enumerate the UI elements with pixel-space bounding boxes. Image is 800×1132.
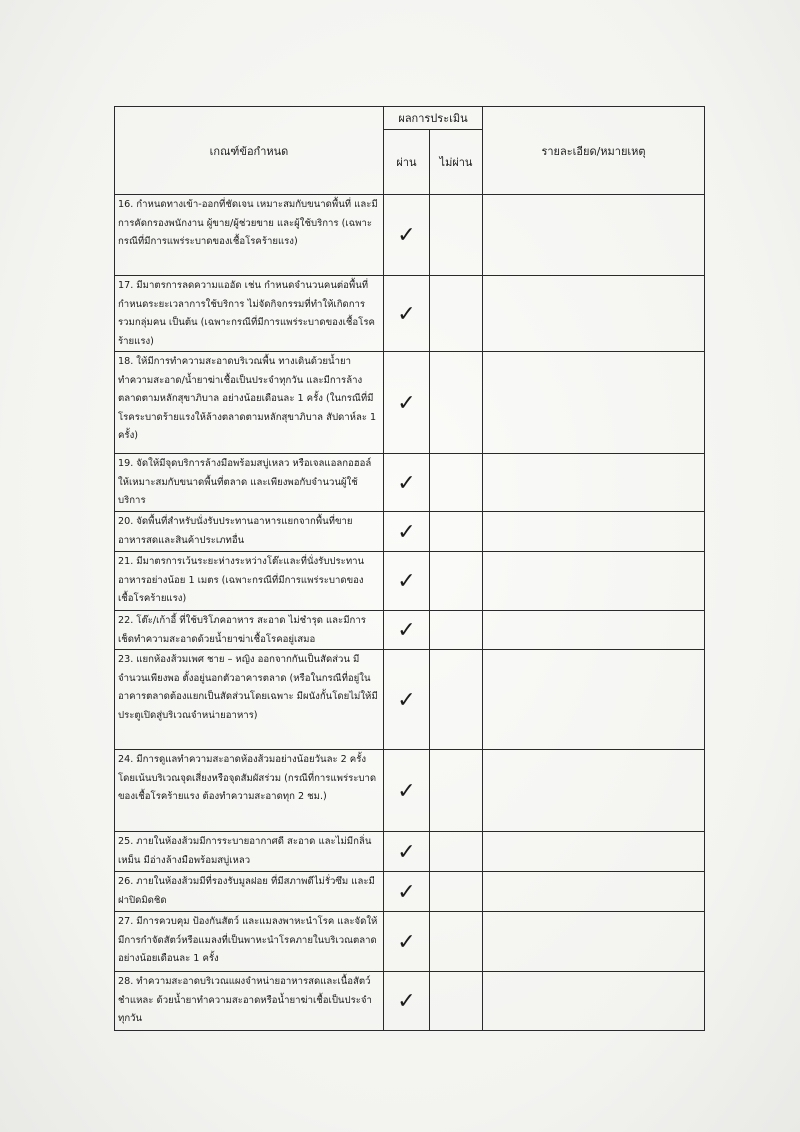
check-mark: ✓	[397, 929, 416, 955]
check-mark: ✓	[397, 301, 416, 327]
fail-cell	[430, 872, 483, 912]
table-row	[115, 552, 705, 611]
check-mark: ✓	[397, 839, 416, 865]
table-row	[115, 352, 705, 454]
criteria-text: 20. จัดพื้นที่สำหรับนั่งรับประทานอาหารแยกจากพื้นที่ขายอาหารสดและสินค้าประเภทอื่น	[118, 516, 353, 546]
check-mark: ✓	[397, 618, 416, 644]
remarks-cell	[483, 611, 705, 650]
fail-cell	[430, 195, 483, 276]
header-pass: ผ่าน	[384, 130, 430, 195]
check-mark: ✓	[397, 223, 416, 249]
fail-cell	[430, 611, 483, 650]
fail-cell	[430, 552, 483, 611]
table-row	[115, 512, 705, 552]
remarks-cell	[483, 832, 705, 872]
fail-cell	[430, 352, 483, 454]
table-row	[115, 611, 705, 650]
fail-cell	[430, 650, 483, 750]
criteria-text: 22. โต๊ะ/เก้าอี้ ที่ใช้บริโภคอาหาร สะอาด ไม่ชำรุด และมีการเช็ดทำความสะอาดด้วยน้ำยาฆ่าเชื้อโรคอยู่เสมอ	[118, 615, 366, 645]
fail-cell	[430, 454, 483, 512]
remarks-cell	[483, 195, 705, 276]
criteria-text: 19. จัดให้มีจุดบริการล้างมือพร้อมสบู่เหลว หรือเจลแอลกอฮอล์ ให้เหมาะสมกับขนาดพื้นที่ตลาด และเพียงพอกับจำนวนผู้ใช้บริการ	[118, 458, 372, 506]
table-row	[115, 276, 705, 352]
remarks-cell	[483, 352, 705, 454]
header-remarks: รายละเอียด/หมายเหตุ	[483, 107, 705, 195]
check-mark: ✓	[397, 687, 416, 713]
check-mark: ✓	[397, 470, 416, 496]
fail-cell	[430, 912, 483, 972]
remarks-cell	[483, 276, 705, 352]
remarks-cell	[483, 872, 705, 912]
fail-cell	[430, 512, 483, 552]
fail-cell	[430, 832, 483, 872]
criteria-text: 26. ภายในห้องส้วมมีที่รองรับมูลฝอย ที่มีสภาพดีไม่รั่วซึม และมีฝาปิดมิดชิด	[118, 876, 375, 906]
check-mark: ✓	[397, 519, 416, 545]
table-row	[115, 832, 705, 872]
assessment-table	[114, 106, 705, 1031]
remarks-cell	[483, 750, 705, 832]
criteria-text: 21. มีมาตรการเว้นระยะห่างระหว่างโต๊ะและที่นั่งรับประทานอาหารอย่างน้อย 1 เมตร (เฉพาะกรณีที่มีการแพร่ระบาดของเชื้อโรคร้ายแรง)	[118, 556, 365, 604]
check-mark: ✓	[397, 879, 416, 905]
criteria-text: 17. มีมาตรการลดความแออัด เช่น กำหนดจำนวนคนต่อพื้นที่ กำหนดระยะเวลาการใช้บริการ ไม่จัดกิจกรรมที่ทำให้เกิดการรวมกลุ่มคน เป็นต้น (เฉพาะกรณีที่มีการแพร่ระบาดของเชื้อโรคร้ายแรง)	[118, 280, 375, 347]
criteria-text: 24. มีการดูแลทำความสะอาดห้องส้วมอย่างน้อยวันละ 2 ครั้ง โดยเน้นบริเวณจุดเสี่ยงหรือจุดสัมผัสร่วม (กรณีที่การแพร่ระบาดของเชื้อโรคร้ายแรง ต้องทำความสะอาดทุก 2 ชม.)	[118, 754, 377, 802]
table-row	[115, 872, 705, 912]
table-row	[115, 750, 705, 832]
criteria-text: 28. ทำความสะอาดบริเวณแผงจำหน่ายอาหารสดและเนื้อสัตว์ชำแหละ ด้วยน้ำยาทำความสะอาดหรือน้ำยาฆ่าเชื้อเป็นประจำทุกวัน	[118, 976, 372, 1024]
criteria-text: 27. มีการควบคุม ป้องกันสัตว์ และแมลงพาหะนำโรค และจัดให้มีการกำจัดสัตว์หรือแมลงที่เป็นพาหะนำโรคภายในบริเวณตลาด อย่างน้อยเดือนละ 1 ครั้ง	[118, 916, 378, 964]
remarks-cell	[483, 972, 705, 1031]
fail-cell	[430, 276, 483, 352]
table-row	[115, 195, 705, 276]
criteria-text: 16. กำหนดทางเข้า-ออกที่ชัดเจน เหมาะสมกับขนาดพื้นที่ และมีการคัดกรองพนักงาน ผู้ขาย/ผู้ช่วยขาย และผู้ใช้บริการ (เฉพาะกรณีที่มีการแพร่ระบาดของเชื้อโรคร้ายแรง)	[118, 199, 378, 247]
table-row	[115, 454, 705, 512]
remarks-cell	[483, 552, 705, 611]
remarks-cell	[483, 512, 705, 552]
check-mark: ✓	[397, 778, 416, 804]
criteria-text: 18. ให้มีการทำความสะอาดบริเวณพื้น ทางเดินด้วยน้ำยาทำความสะอาด/น้ำยาฆ่าเชื้อเป็นประจำทุกวัน และมีการล้างตลาดตามหลักสุขาภิบาล อย่างน้อยเดือนละ 1 ครั้ง (ในกรณีที่มีโรคระบาดร้ายแรงให้ล้างตลาดตามหลักสุขาภิบาล สัปดาห์ละ 1 ครั้ง)	[118, 356, 377, 441]
check-mark: ✓	[397, 989, 416, 1015]
table-row	[115, 912, 705, 972]
remarks-cell	[483, 454, 705, 512]
header-fail: ไม่ผ่าน	[430, 130, 483, 195]
header-criteria: เกณฑ์ข้อกำหนด	[115, 107, 384, 195]
check-mark: ✓	[397, 569, 416, 595]
table-row	[115, 650, 705, 750]
criteria-text: 23. แยกห้องส้วมเพศ ชาย – หญิง ออกจากกันเป็นสัดส่วน มีจำนวนเพียงพอ ตั้งอยู่นอกตัวอาคารตลาด (หรือในกรณีที่อยู่ในอาคารตลาดต้องแยกเป็นสัดส่วนโดยเฉพาะ มีผนังกั้นโดยไม่ให้มีประตูเปิดสู่บริเวณจำหน่ายอาหาร)	[118, 654, 378, 721]
header-result: ผลการประเมิน	[384, 107, 483, 130]
fail-cell	[430, 750, 483, 832]
check-mark: ✓	[397, 390, 416, 416]
remarks-cell	[483, 650, 705, 750]
criteria-text: 25. ภายในห้องส้วมมีการระบายอากาศดี สะอาด และไม่มีกลิ่นเหม็น มีอ่างล้างมือพร้อมสบู่เหลว	[118, 836, 372, 866]
remarks-cell	[483, 912, 705, 972]
table-row	[115, 972, 705, 1031]
fail-cell	[430, 972, 483, 1031]
